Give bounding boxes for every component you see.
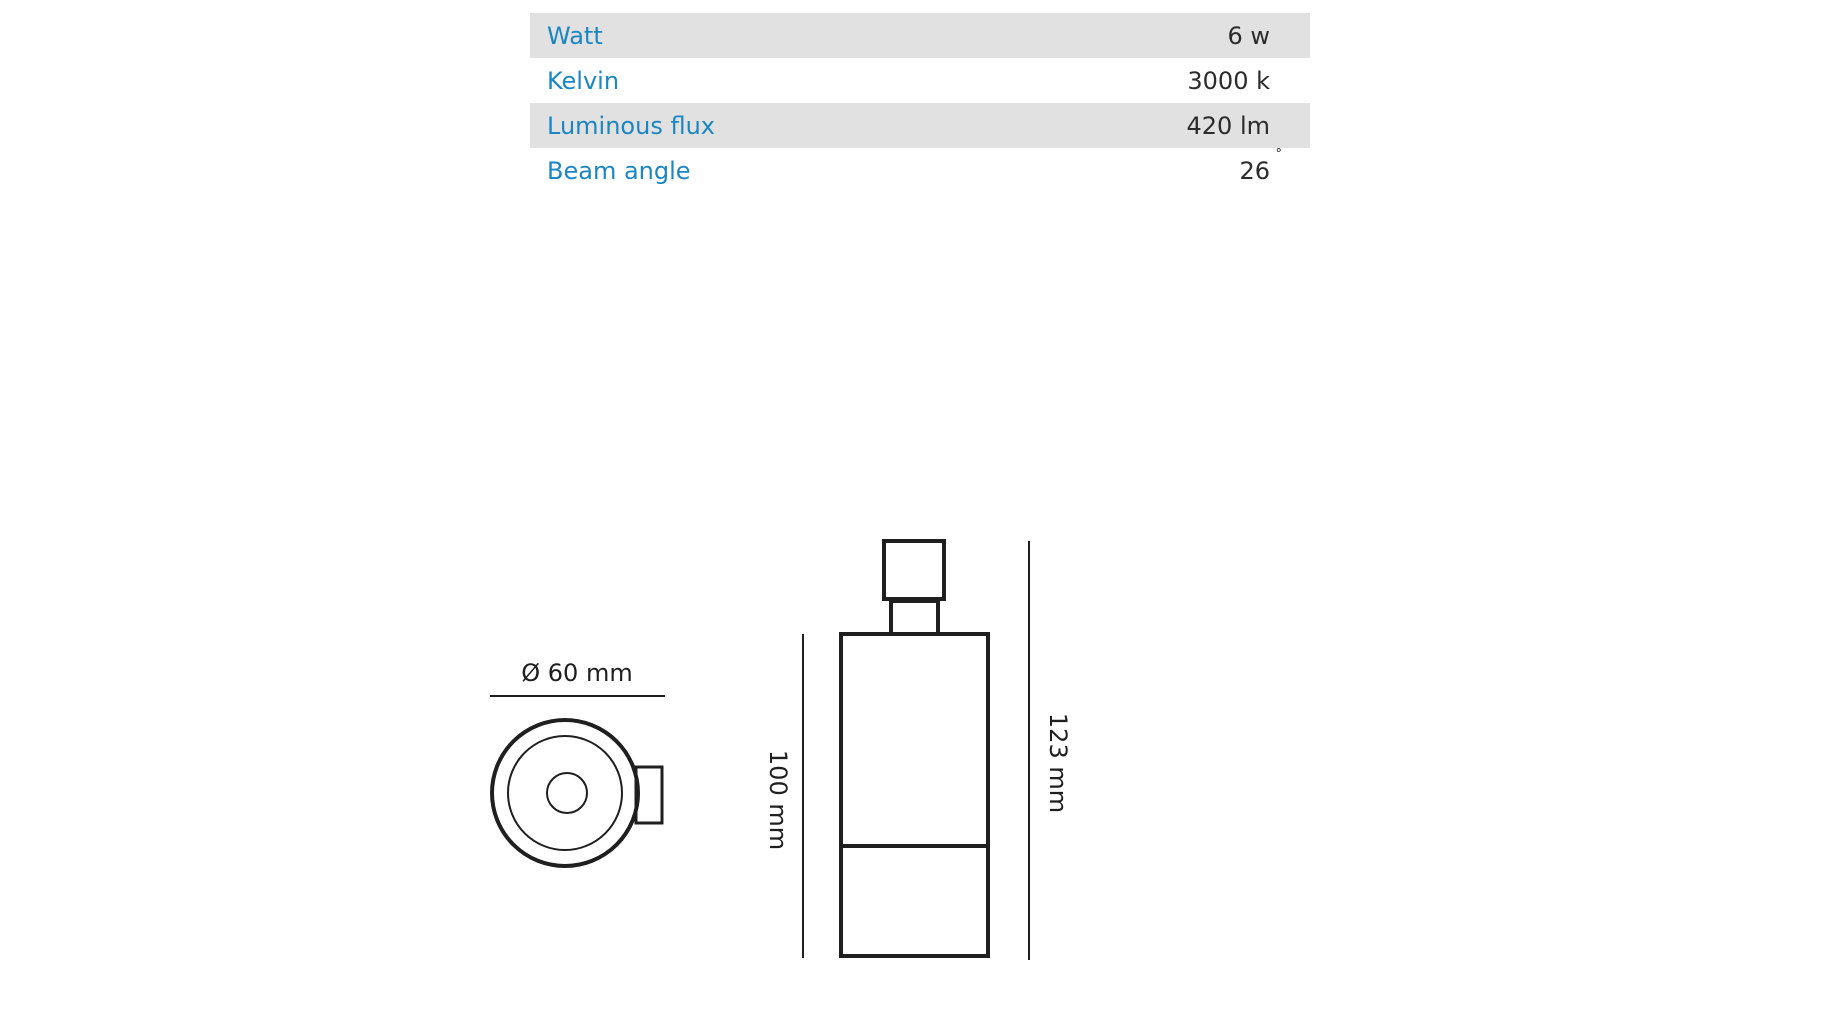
total-height-label: 123 mm bbox=[1044, 712, 1072, 814]
outer-ring bbox=[492, 720, 638, 866]
fixture-body bbox=[841, 634, 988, 956]
spec-value: 3000 k bbox=[1187, 66, 1270, 95]
track-adapter-top bbox=[884, 541, 944, 599]
spec-value: 6 w bbox=[1227, 21, 1270, 50]
spec-value: 26 bbox=[1239, 156, 1270, 185]
diameter-label: Ø 60 mm bbox=[521, 659, 633, 687]
spec-label: Beam angle bbox=[547, 156, 691, 185]
lens-circle bbox=[547, 773, 587, 813]
spec-label: Kelvin bbox=[547, 66, 620, 95]
degree-sign: ° bbox=[1275, 146, 1282, 162]
adapter-neck bbox=[891, 601, 938, 634]
spec-label: Luminous flux bbox=[547, 111, 715, 140]
spec-label: Watt bbox=[547, 21, 603, 50]
body-height-label: 100 mm bbox=[764, 749, 792, 851]
inner-ring bbox=[508, 736, 622, 850]
spec-value: 420 lm bbox=[1186, 111, 1270, 140]
